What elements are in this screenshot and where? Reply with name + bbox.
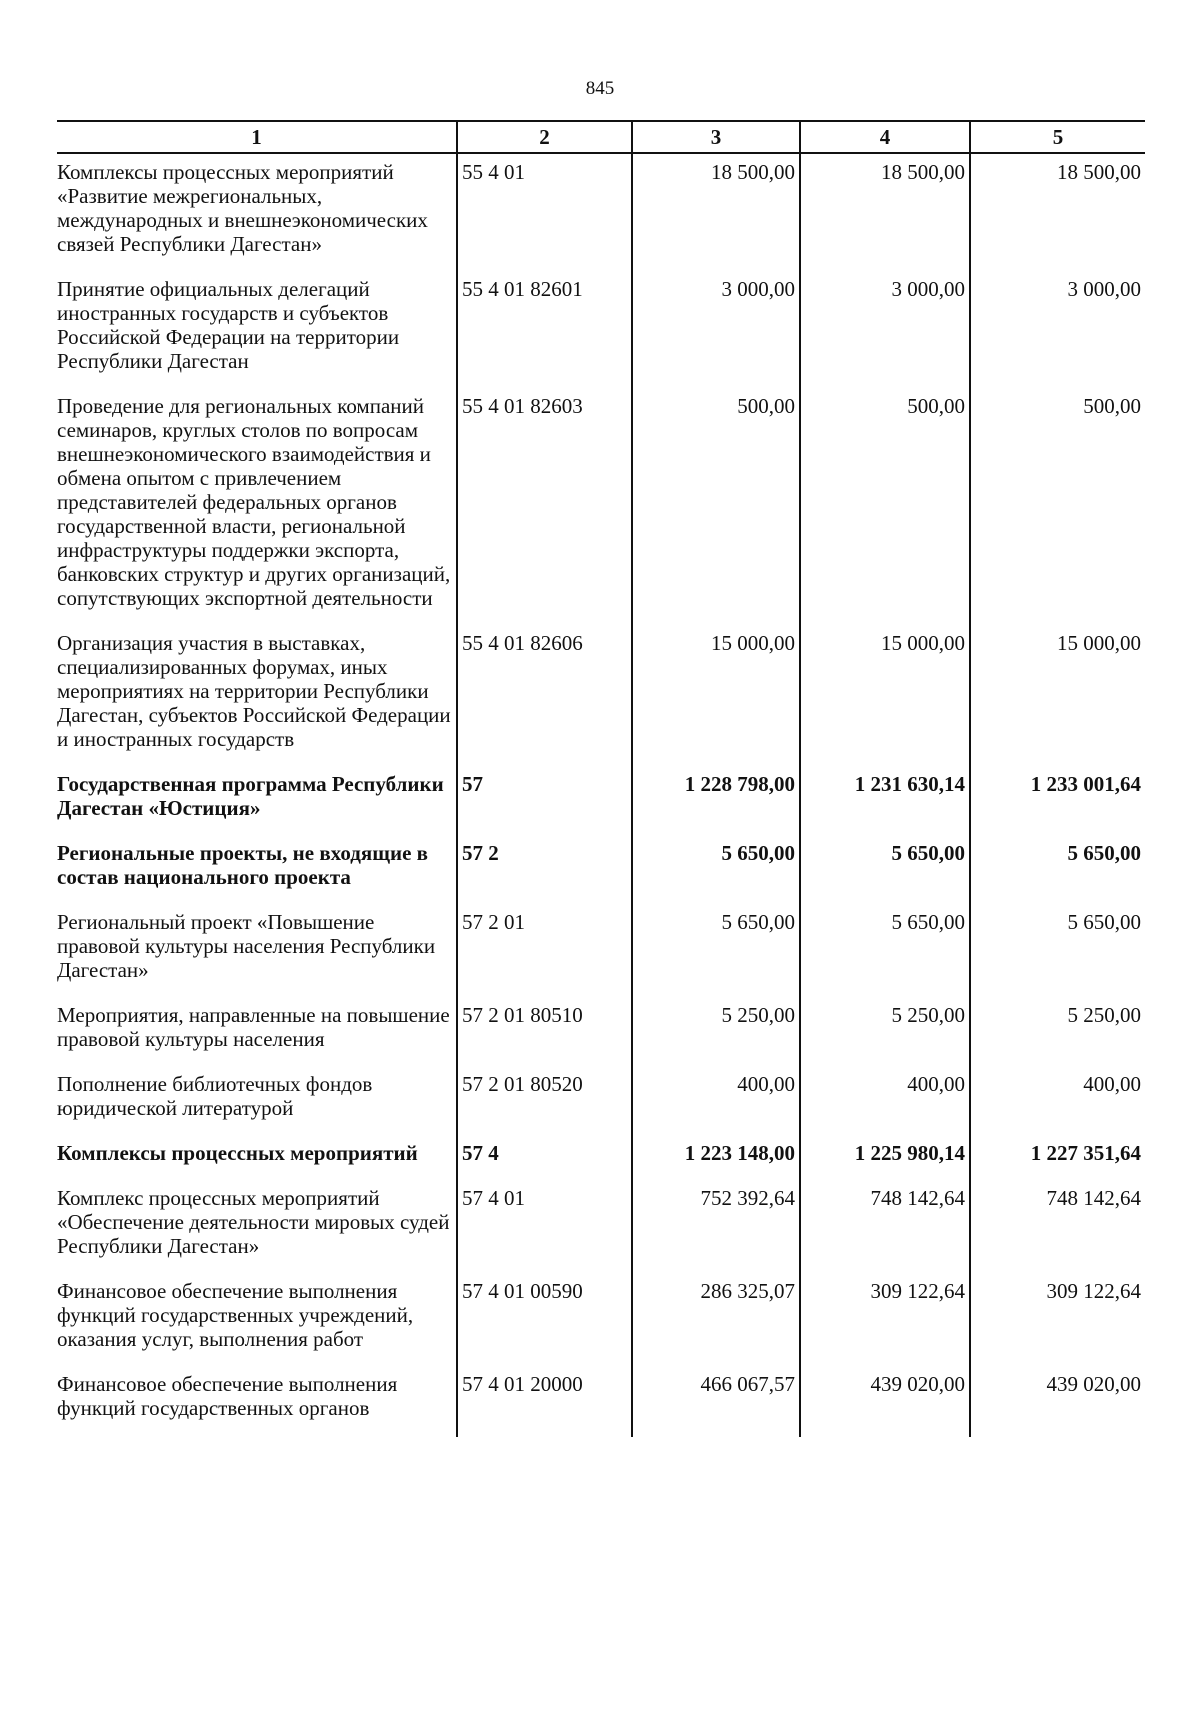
row-value-3: 5 250,00 (632, 999, 800, 1068)
row-code: 57 4 01 (457, 1182, 632, 1275)
row-name: Финансовое обеспечение выполнения функций государственных учреждений, оказания услуг, выполнения работ (57, 1279, 414, 1351)
row-name: Комплекс процессных мероприятий «Обеспечение деятельности мировых судей Республики Дагестан» (57, 1186, 450, 1258)
row-value-4: 400,00 (800, 1068, 970, 1137)
row-code: 55 4 01 (457, 153, 632, 273)
row-name: Комплексы процессных мероприятий «Развитие межрегиональных, международных и внешнеэкономических связей Республики Дагестан» (57, 160, 428, 256)
row-value-4: 1 231 630,14 (800, 768, 970, 837)
row-value-3: 752 392,64 (632, 1182, 800, 1275)
row-code: 57 2 01 80510 (457, 999, 632, 1068)
row-value-5: 3 000,00 (970, 273, 1145, 390)
row-name: Принятие официальных делегаций иностранных государств и субъектов Российской Федерации на территории Республики Дагестан (57, 277, 400, 373)
row-value-4: 5 650,00 (800, 906, 970, 999)
table-row (57, 627, 1145, 768)
column-header-3: 3 (632, 121, 800, 153)
row-name: Организация участия в выставках, специализированных форумах, иных мероприятиях на территории Республики Дагестан, субъектов Российской Федерации и иностранных государств (57, 631, 451, 751)
row-value-3: 466 067,57 (632, 1368, 800, 1437)
budget-table (57, 120, 1145, 1437)
row-name: Региональный проект «Повышение правовой культуры населения Республики Дагестан» (57, 910, 436, 982)
row-value-4: 3 000,00 (800, 273, 970, 390)
table-row (57, 1275, 1145, 1368)
row-name: Пополнение библиотечных фондов юридической литературой (57, 1072, 373, 1120)
row-code: 57 (457, 768, 632, 837)
row-value-3: 1 228 798,00 (632, 768, 800, 837)
table-row (57, 768, 1145, 837)
row-value-3: 3 000,00 (632, 273, 800, 390)
row-value-4: 15 000,00 (800, 627, 970, 768)
row-value-5: 309 122,64 (970, 1275, 1145, 1368)
row-code: 57 2 01 80520 (457, 1068, 632, 1137)
row-code: 55 4 01 82601 (457, 273, 632, 390)
row-name: Проведение для региональных компаний семинаров, круглых столов по вопросам внешнеэкономического взаимодействия и обмена опытом с привлечением представителей федеральных органов государственной власти, региональной инфраструктуры поддержки экспорта, банковских структур и других организаций, сопутствующих экспортной деятельности (57, 394, 451, 610)
row-value-3: 5 650,00 (632, 837, 800, 906)
table-row (57, 1137, 1145, 1182)
page-number: 845 (585, 78, 615, 99)
row-code: 57 4 01 20000 (457, 1368, 632, 1437)
row-name: Мероприятия, направленные на повышение правовой культуры населения (57, 1003, 450, 1051)
row-value-5: 500,00 (970, 390, 1145, 627)
row-value-4: 748 142,64 (800, 1182, 970, 1275)
row-value-5: 748 142,64 (970, 1182, 1145, 1275)
row-value-5: 15 000,00 (970, 627, 1145, 768)
row-value-5: 5 650,00 (970, 906, 1145, 999)
row-name: Финансовое обеспечение выполнения функций государственных органов (57, 1372, 398, 1420)
row-value-3: 18 500,00 (632, 153, 800, 273)
table-row (57, 999, 1145, 1068)
table-row (57, 906, 1145, 999)
row-value-5: 5 650,00 (970, 837, 1145, 906)
row-code: 57 2 (457, 837, 632, 906)
row-value-4: 1 225 980,14 (800, 1137, 970, 1182)
row-code: 57 4 (457, 1137, 632, 1182)
table-row (57, 153, 1145, 273)
row-value-3: 500,00 (632, 390, 800, 627)
table-row (57, 1182, 1145, 1275)
table-row (57, 390, 1145, 627)
row-value-3: 5 650,00 (632, 906, 800, 999)
row-value-3: 1 223 148,00 (632, 1137, 800, 1182)
row-value-3: 400,00 (632, 1068, 800, 1137)
row-name: Комплексы процессных мероприятий (57, 1141, 418, 1165)
row-value-3: 286 325,07 (632, 1275, 800, 1368)
row-value-5: 400,00 (970, 1068, 1145, 1137)
row-code: 55 4 01 82603 (457, 390, 632, 627)
row-value-5: 1 233 001,64 (970, 768, 1145, 837)
column-header-2: 2 (457, 121, 632, 153)
row-value-5: 18 500,00 (970, 153, 1145, 273)
row-code: 55 4 01 82606 (457, 627, 632, 768)
header-row (57, 121, 1145, 153)
row-value-5: 439 020,00 (970, 1368, 1145, 1437)
row-name: Региональные проекты, не входящие в состав национального проекта (57, 841, 428, 889)
table-row (57, 837, 1145, 906)
row-value-5: 1 227 351,64 (970, 1137, 1145, 1182)
table-row (57, 1368, 1145, 1437)
column-header-1: 1 (57, 121, 457, 153)
column-header-5: 5 (970, 121, 1145, 153)
row-value-4: 439 020,00 (800, 1368, 970, 1437)
row-value-4: 309 122,64 (800, 1275, 970, 1368)
row-value-5: 5 250,00 (970, 999, 1145, 1068)
row-code: 57 4 01 00590 (457, 1275, 632, 1368)
row-value-4: 500,00 (800, 390, 970, 627)
table-row (57, 1068, 1145, 1137)
column-header-4: 4 (800, 121, 970, 153)
row-value-3: 15 000,00 (632, 627, 800, 768)
table-row (57, 273, 1145, 390)
row-value-4: 18 500,00 (800, 153, 970, 273)
row-code: 57 2 01 (457, 906, 632, 999)
row-name: Государственная программа Республики Дагестан «Юстиция» (57, 772, 444, 820)
row-value-4: 5 250,00 (800, 999, 970, 1068)
row-value-4: 5 650,00 (800, 837, 970, 906)
